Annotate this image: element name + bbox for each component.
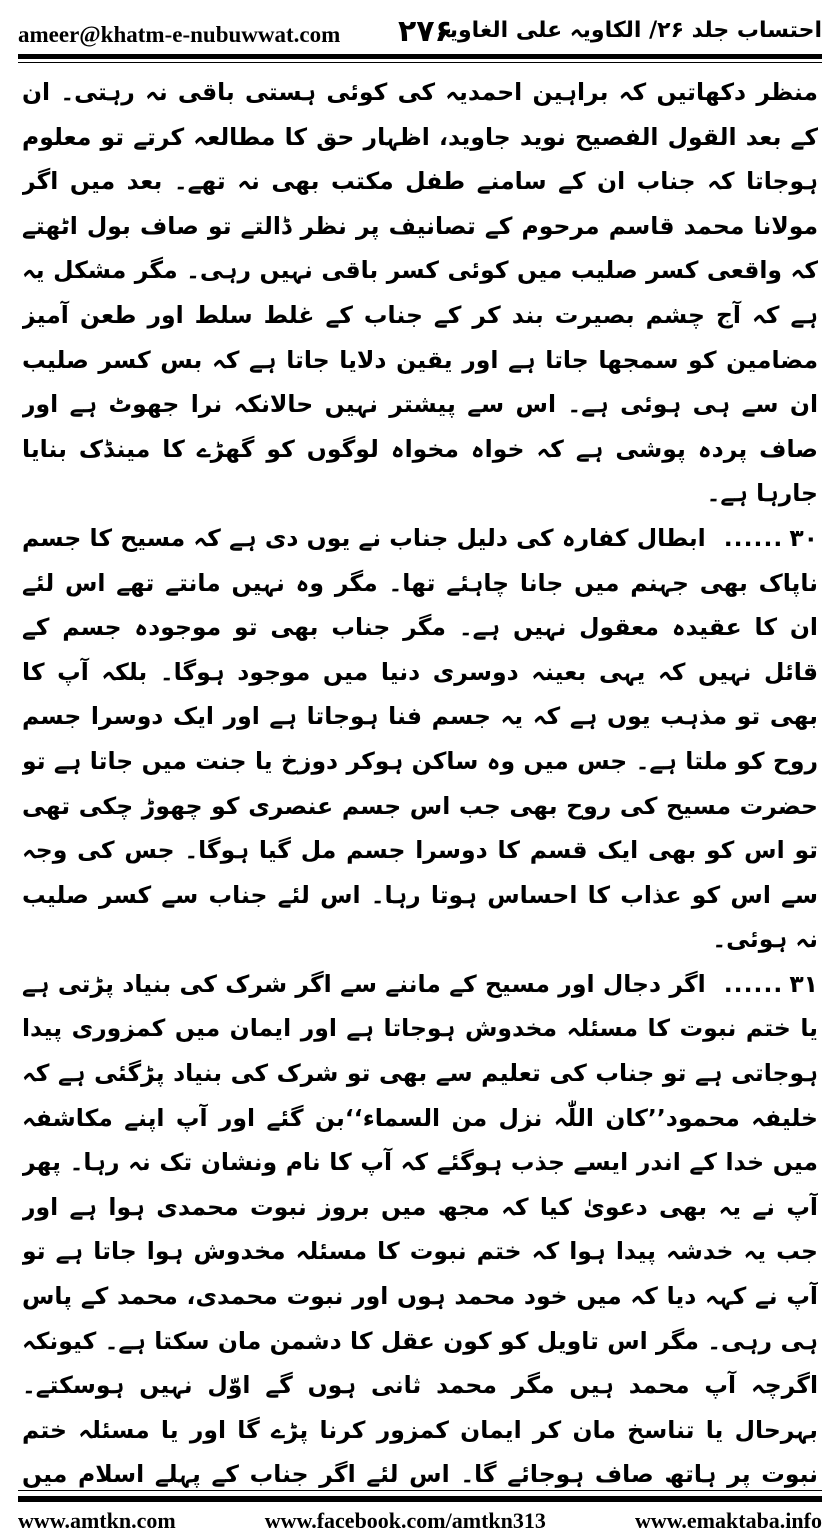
header-rule (18, 54, 822, 59)
paragraph (22, 516, 818, 962)
paragraph (22, 70, 818, 516)
page-header (18, 10, 822, 54)
page-number: ۲۷۶ (398, 14, 453, 49)
header-rule-thin (18, 62, 822, 63)
page-body (22, 70, 818, 1488)
paragraph-text: اگر دجال اور مسیح کے ماننے سے اگر شرک کی بنیاد پڑتی ہے یا ختم نبوت کا مسئلہ مخدوش ہوجاتا ہے اور ایمان میں کمزوری پیدا ہوجاتی ہے تو جناب کی تعلیم سے بھی تو شرک کی بنیاد پڑگئی ہے کہ خلیفہ محمود’’کان اللّٰہ نزل من السماء‘‘بن گئے اور آپ اپنے مکاشفہ میں خدا کے اندر ایسے جذب ہوگئے کہ آپ کا نام ونشان تک نہ رہا۔ پھر آپ نے یہ بھی دعویٰ کیا کہ مجھ میں بروز نبوت محمدی ہوا ہے اور جب یہ خدشہ پیدا ہوا کہ ختم نبوت کا مسئلہ مخدوش ہوا جاتا ہے تو آپ نے کہہ دیا کہ میں خود محمد ہوں اور نبوت محمدی، محمد کے پاس ہی رہی۔ مگر اس تاویل کو کون عقل کا دشمن مان سکتا ہے۔ کیونکہ اگرچہ آپ محمد ہیں مگر محمد ثانی ہوں گے اوّل نہیں ہوسکتے۔ بہرحال یا تناسخ مان کر ایمان کمزور کرنا پڑے گا اور یا مسئلہ ختم نبوت پر ہاتھ صاف ہوجائے گا۔ اس لئے اگر جناب کے پہلے اسلام میں (22, 969, 818, 1488)
page-footer (18, 1508, 822, 1536)
header-email[interactable]: ameer@khatm-e-nubuwwat.com (18, 22, 341, 47)
footer-link[interactable]: www.emaktaba.info (634, 1508, 822, 1533)
footer-rule-thin (18, 1490, 822, 1491)
footer-rule (18, 1496, 822, 1502)
paragraph-text: ابطال کفارہ کی دلیل جناب نے یوں دی ہے کہ مسیح کا جسم ناپاک بھی جہنم میں جانا چاہئے تھا۔ مگر وہ نہیں مانتے تھے اس لئے ان کا عقیدہ معقول نہیں ہے۔ مگر جناب بھی تو موجودہ جسم کے قائل نہیں کہ یہی بعینہ دوسری دنیا میں موجود ہوگا۔ بلکہ آپ کا بھی تو مذہب یوں ہے کہ یہ جسم فنا ہوجاتا ہے اور ایک دوسرا جسم روح کو ملتا ہے۔ جس میں وہ ساکن ہوکر دوزخ یا جنت میں جاتا ہے تو حضرت مسیح کی روح بھی جب اس جسم عنصری کو چھوڑ چکی تھی تو اس کو بھی ایک قسم کا دوسرا جسم مل گیا ہوگا۔ جس کی وجہ سے اس کو عذاب کا احساس ہوتا رہا۔ اس لئے جناب سے کسر صلیب نہ ہوئی۔ (22, 523, 818, 954)
paragraph-number: ۳۱ (789, 969, 818, 998)
paragraph-dots: ...... (723, 523, 784, 552)
paragraph (22, 962, 818, 1488)
book-title: احتساب جلد ۲۶/ الکاویہ علی الغاویہ (436, 18, 822, 43)
footer-link[interactable]: www.amtkn.com (18, 1508, 176, 1533)
paragraph-number: ۳۰ (789, 523, 818, 552)
footer-link[interactable]: www.facebook.com/amtkn313 (264, 1508, 546, 1533)
paragraph-text: منظر دکھاتیں کہ براہین احمدیہ کی کوئی ہستی باقی نہ رہتی۔ ان کے بعد القول الفصیح نوید جاوید، اظہار حق کا مطالعہ کرتے تو معلوم ہوجاتا کہ جناب ان کے سامنے طفل مکتب بھی نہ تھے۔ بعد میں اگر مولانا محمد قاسم مرحوم کے تصانیف پر نظر ڈالتے تو صاف بول اٹھتے کہ واقعی کسر صلیب میں کوئی کسر باقی نہیں رہی۔ مگر مشکل یہ ہے کہ آج چشم بصیرت بند کر کے جناب کے غلط سلط اور طعن آمیز مضامین کو سمجھا جاتا ہے اور یقین دلایا جاتا ہے کہ بس کسر صلیب ان سے ہی ہوئی ہے۔ اس سے پیشتر نہیں حالانکہ نرا جھوٹ ہے اور صاف پردہ پوشی ہے کہ خواہ مخواہ لوگوں کو گھڑے کا مینڈک بنایا جارہا ہے۔ (22, 78, 818, 508)
paragraph-dots: ...... (723, 969, 784, 998)
